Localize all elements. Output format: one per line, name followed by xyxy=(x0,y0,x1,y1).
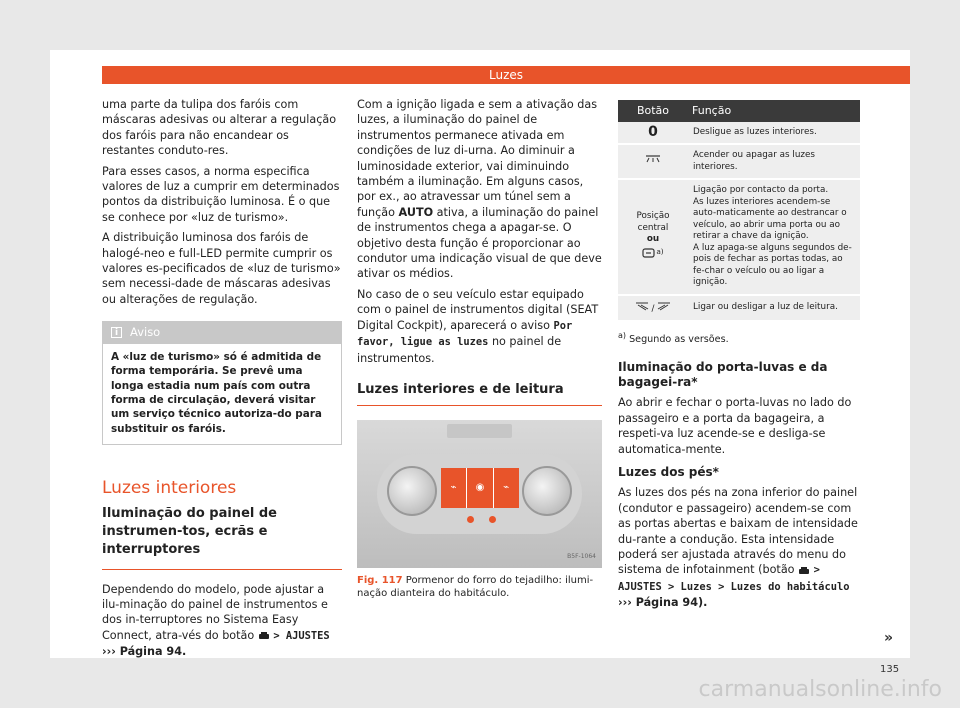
paragraph: Com a ignição ligada e sem a ativação das luzes, a iluminação do painel de instrumentos permanece ativada em condições de luz di-urna. Ao diminuir a luminosidade exterior, vai diminuindo também a iluminação. Em alguns casos, por ex., ao atravessar um túnel sem a função AUTO ativa, a iluminação do painel de instrumentos chega a apagar-se. O objetivo desta função é proporcionar ao condutor uma indicação visual de que deve ativar os médios. xyxy=(357,98,602,281)
subsection-title: Iluminação do painel de instrumen-tos, ecrãs e interruptores xyxy=(102,505,342,570)
table-header: Botão xyxy=(618,100,688,122)
figure-caption: Fig. 117 Pormenor do forro do tejadilho: ilumi-nação dianteira do habitáculo. xyxy=(357,575,594,600)
column-middle xyxy=(357,97,602,600)
watermark: carmanualsonline.info xyxy=(698,677,942,702)
subsection-title: Luzes dos pés* xyxy=(618,465,719,480)
table-row: 0 Desligue as luzes interiores. xyxy=(618,122,860,145)
notice-box xyxy=(102,321,342,445)
lamp-left xyxy=(387,466,437,516)
auto-icon: AUTO xyxy=(398,205,434,219)
column-right xyxy=(618,97,860,616)
table-row: Posição central ou $^{a)}$ Ligação por contacto da porta. As luzes interiores acendem-se auto-maticamente ao destrancar o veículo, ao abrir uma porta ou ao retirar a chave da ignição. A luz apaga-se alguns segundos de-pois de fechar as portas todas, ao fe-char o veículo ou ao ligar a ignição. xyxy=(618,179,860,295)
figure-code: B5F-1064 xyxy=(567,552,596,560)
car-menu-icon xyxy=(258,631,270,640)
notice-body: A «luz de turismo» só é admitida de forma temporária. Se prevê uma longa estadia num país com outra forma de circulação, deverá visitar um serviço técnico autoriza-do para substituir os faróis. xyxy=(111,350,322,435)
table-row: / Ligar ou desligar a luz de leitura. xyxy=(618,295,860,322)
notice-title: Aviso xyxy=(130,325,161,340)
door-contact-icon xyxy=(642,248,656,258)
page-number: 135 xyxy=(880,664,900,675)
figure-image xyxy=(357,420,602,568)
section-title: Luzes interiores xyxy=(102,478,237,499)
reading-light-icon xyxy=(635,301,649,311)
paragraph: uma parte da tulipa dos faróis com máscaras adesivas ou alterar a regulação dos faróis para não encandear os restantes conduto-res. xyxy=(102,98,337,158)
reading-light-icon: ⌁ xyxy=(441,468,467,508)
paragraph: Para esses casos, a norma especifica valores de luz a cumprir em determinados pontos da distribuição luminosa. É o que se conhece por «luz de turismo». xyxy=(102,164,340,224)
lamp-right xyxy=(522,466,572,516)
column-left xyxy=(102,97,342,665)
footnote: $^{a)}$ Segundo as versões. xyxy=(618,331,729,346)
button-function-table xyxy=(618,100,860,322)
paragraph: Dependendo do modelo, pode ajustar a ilu-minação do painel de instrumentos e dos in-terruptores no Sistema Easy Connect, atra-vés do botão > AJUSTES ››› Página 94. xyxy=(102,582,330,659)
paragraph: As luzes dos pés na zona inferior do painel (condutor e passageiro) acendem-se com as portas abertas e baixam de intensidade du-rante a condução. Esta intensidade poderá ser ajustada através do menu do sistema de infotainment (botão > AJUSTES > Luzes > Luzes do habitáculo ››› Página 94). xyxy=(618,486,858,610)
section-header: Luzes xyxy=(102,66,910,84)
info-icon: i xyxy=(111,327,122,338)
continue-marker: » xyxy=(884,630,894,646)
table-header: Função xyxy=(688,100,860,122)
notice-header xyxy=(103,322,341,343)
subsection-title: Luzes interiores e de leitura xyxy=(357,382,602,406)
paragraph: A distribuição luminosa dos faróis de halogé-neo e full-LED permite cumprir os valores es-pecificados de «luz de turismo» sem necessi-dade de máscaras adesivas ou alterações de regulação. xyxy=(102,231,341,306)
car-menu-icon xyxy=(798,566,810,575)
table-row: Acender ou apagar as luzes interiores. xyxy=(618,144,860,179)
paragraph: No caso de o seu veículo estar equipado com o painel de instrumentos digital (SEAT Digital Cockpit), aparecerá o aviso Por favor, ligue as luzes no painel de instrumentos. xyxy=(357,287,599,365)
reading-light-icon: ⌁ xyxy=(503,482,510,494)
paragraph: Ao abrir e fechar o porta-luvas no lado do passageiro e a porta da bagageira, a respeti-va luz acende-se e desliga-se automatica-mente. xyxy=(618,396,852,456)
dome-light-icon: ◉ xyxy=(467,468,493,508)
manual-page xyxy=(50,50,910,675)
light-buttons xyxy=(441,468,519,508)
page-link[interactable]: ››› Página 94. xyxy=(102,645,187,659)
page-link[interactable]: ››› Página 94). xyxy=(618,596,708,610)
reading-light-icon xyxy=(657,301,671,311)
subsection-title: Iluminação do porta-luvas e da bagagei-ra* xyxy=(618,359,828,389)
dome-light-icon xyxy=(645,154,661,164)
